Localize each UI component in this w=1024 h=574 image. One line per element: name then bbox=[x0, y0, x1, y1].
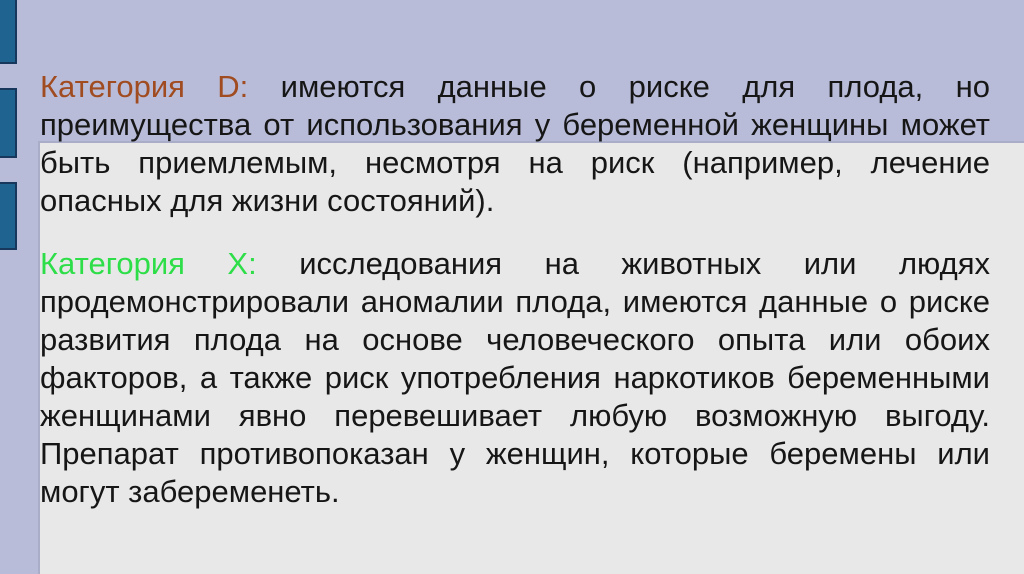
text-line: развития плода на основе человеческого опыта или обоих bbox=[40, 322, 990, 357]
text-line: продемонстрировали аномалии плода, имеются данные о риске bbox=[40, 284, 990, 319]
accent-bar-3 bbox=[0, 182, 17, 250]
text-line bbox=[40, 245, 990, 283]
text-line: опасных для жизни состояний). bbox=[40, 183, 495, 218]
text-line-content: исследования на животных или людях bbox=[299, 246, 990, 281]
text-line: факторов, а также риск употребления наркотиков беременными bbox=[40, 360, 990, 395]
text-line-content: имеются данные о риске для плода, но bbox=[280, 69, 990, 104]
text-line: преимущества от использования у беременной женщины может bbox=[40, 107, 990, 142]
accent-bar-2 bbox=[0, 88, 17, 158]
text-line: Препарат противопоказан у женщин, которые беремены или bbox=[40, 436, 990, 471]
accent-bar-1 bbox=[0, 0, 17, 64]
text-line bbox=[40, 68, 990, 106]
slide-text bbox=[40, 68, 990, 511]
category-x-label: Категория X: bbox=[40, 246, 257, 281]
text-line: быть приемлемым, несмотря на риск (например, лечение bbox=[40, 145, 990, 180]
category-d-label: Категория D: bbox=[40, 69, 249, 104]
paragraph-category-x bbox=[40, 245, 990, 511]
text-line: могут забеременеть. bbox=[40, 474, 340, 509]
text-line: женщинами явно перевешивает любую возможную выгоду. bbox=[40, 398, 990, 433]
paragraph-category-d bbox=[40, 68, 990, 220]
